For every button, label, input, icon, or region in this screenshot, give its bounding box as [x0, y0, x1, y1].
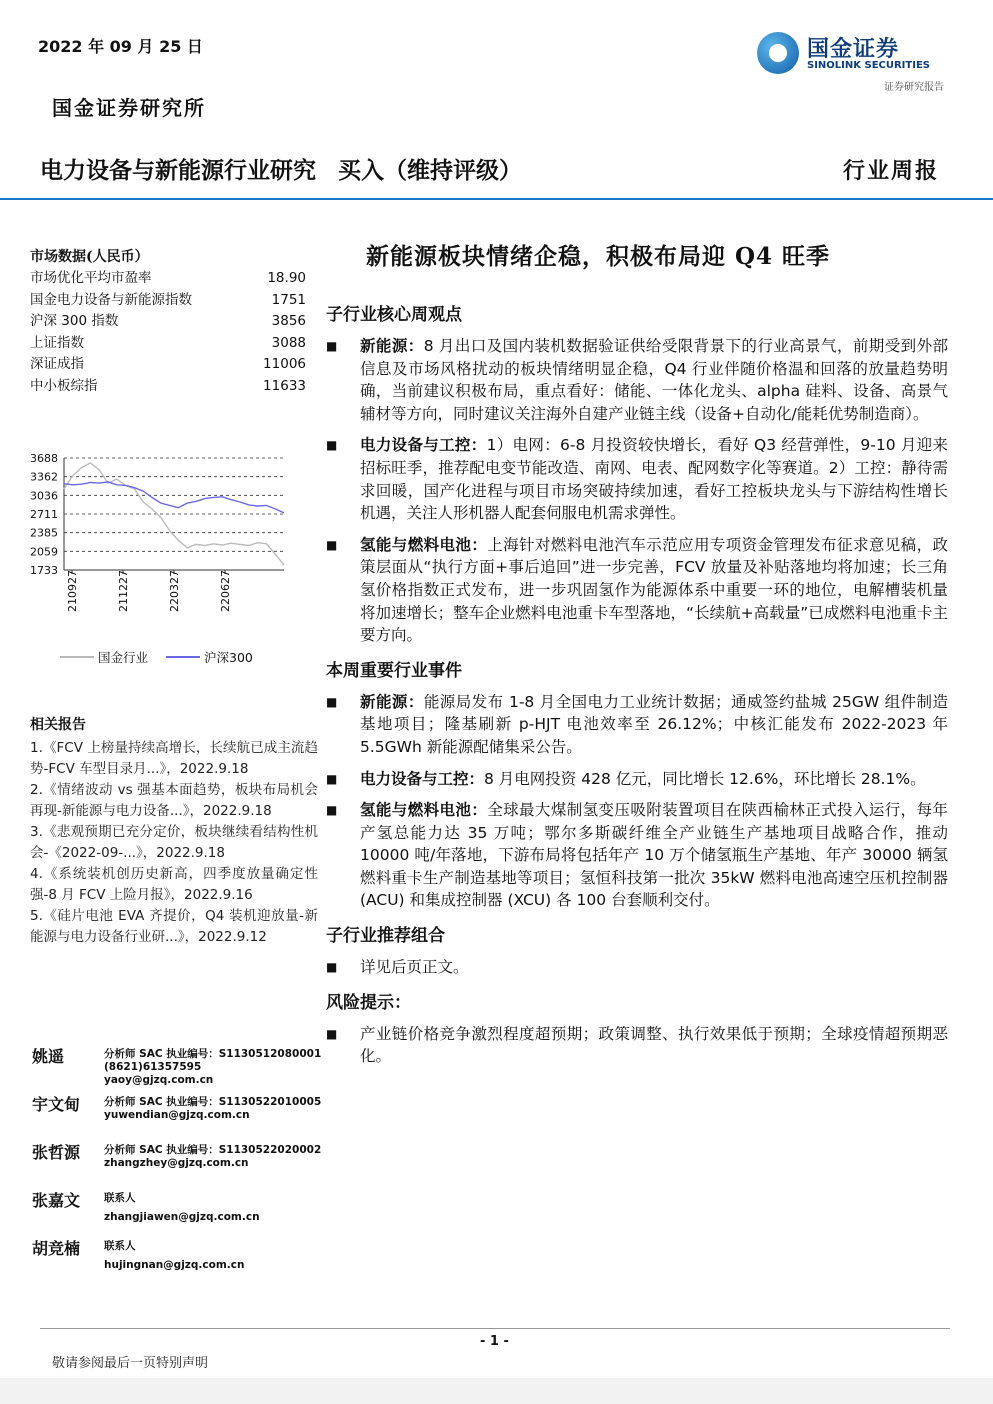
analyst-name: 姚遥 — [32, 1047, 65, 1066]
analyst-name: 张哲源 — [32, 1143, 81, 1162]
analyst-list — [32, 1044, 322, 1284]
bullet-item — [326, 768, 948, 791]
related-item[interactable]: 5.《硅片电池 EVA 齐提价，Q4 装机迎放量-新能源与电力设备行业研...》，2022.9.12 — [30, 908, 318, 945]
y-tick-label: 2711 — [30, 508, 58, 521]
logo-en: SINOLINK SECURITIES — [807, 60, 930, 71]
analyst-email[interactable]: hujingnan@gjzq.com.cn — [104, 1259, 245, 1271]
analyst-name: 宇文甸 — [32, 1095, 81, 1114]
analyst-entry — [32, 1236, 322, 1284]
market-row — [30, 311, 310, 333]
analyst-email[interactable]: yuwendian@gjzq.com.cn — [104, 1109, 250, 1121]
section-heading: 子行业推荐组合 — [326, 926, 445, 947]
bottom-band — [0, 1378, 993, 1404]
analyst-email[interactable]: zhangjiawen@gjzq.com.cn — [104, 1211, 260, 1223]
bullet-item — [326, 956, 948, 979]
market-row — [30, 268, 310, 290]
section-heading: 子行业核心周观点 — [326, 305, 462, 325]
analyst-info — [104, 1096, 321, 1122]
market-value: 18.90 — [267, 270, 306, 286]
legend-item — [166, 648, 253, 666]
bullet-text: 1）电网：6-8 月投资较快增长，看好 Q3 经营弹性，9-10 月迎来招标旺季，推荐配电变节能改造、南网、电表、配网数字化等赛道。2）工控：静待需求回暖，国产化进程与项目市场突破持续加速，看好工控板块龙头与下游结构性增长机遇，关注人形机器人配套伺服电机需求弹性。 — [360, 436, 948, 523]
section-risk — [326, 988, 948, 1068]
legend-label: 国金行业 — [98, 650, 149, 665]
market-value: 3088 — [271, 334, 306, 351]
analyst-line: (8621)61357595 — [104, 1061, 202, 1073]
bullet-label: 电力设备与工控： — [360, 768, 485, 788]
report-title-line — [40, 152, 522, 185]
market-value: 3856 — [271, 313, 306, 329]
index-line-chart — [26, 448, 296, 628]
page-number: - 1 - — [480, 1334, 509, 1349]
analyst-line: 分析师 SAC 执业编号：S1130522020002 — [104, 1144, 322, 1156]
analyst-line: 分析师 SAC 执业编号：S1130512080001 — [104, 1048, 322, 1060]
x-tick-label: 220627 — [219, 570, 232, 612]
bullet-label: 氢能与燃料电池： — [360, 534, 488, 554]
bullet-item — [326, 1023, 948, 1068]
market-label: 中小板综指 — [30, 377, 98, 394]
x-tick-label: 211227 — [117, 570, 130, 612]
report-date: 2022 年 09 月 25 日 — [38, 37, 203, 56]
bullet-item — [326, 799, 948, 912]
report-type: 行业周报 — [842, 158, 939, 184]
industry-title: 电力设备与新能源行业研究 — [40, 158, 316, 184]
x-tick-label: 210927 — [66, 570, 79, 612]
y-tick-label: 3036 — [30, 489, 58, 503]
analyst-entry — [32, 1140, 322, 1188]
section-portfolio — [326, 921, 948, 979]
analyst-entry — [32, 1044, 322, 1092]
main-content — [326, 300, 948, 1077]
market-row — [30, 354, 310, 376]
logo-mark-icon — [757, 32, 799, 74]
x-tick-label: 220327 — [168, 570, 181, 612]
analyst-line: 分析师 SAC 执业编号：S1130522010005 — [104, 1096, 322, 1108]
chart-legend — [60, 648, 253, 666]
analyst-line: 联系人 — [104, 1240, 136, 1252]
market-row — [30, 333, 310, 355]
analyst-info — [104, 1240, 244, 1272]
bullet-text: 8 月电网投资 428 亿元，同比增长 12.6%，环比增长 28.1%。 — [484, 769, 926, 788]
bullet-text: 详见后页正文。 — [360, 958, 469, 977]
analyst-info — [104, 1144, 321, 1170]
section-heading: 风险提示： — [326, 992, 411, 1013]
analyst-email[interactable]: yaoy@gjzq.com.cn — [104, 1074, 214, 1086]
section-core-views — [326, 300, 948, 647]
bullet-item — [326, 335, 948, 425]
related-item[interactable]: 4.《系统装机创历史新高，四季度放量确定性强-8 月 FCV 上险月报》，2022.9.16 — [30, 866, 318, 903]
analyst-info — [104, 1192, 260, 1224]
footer-divider — [40, 1328, 950, 1329]
bullet-text: 能源局发布 1-8 月全国电力工业统计数据；通威签约盐城 25GW 组件制造基地项目；隆基刷新 p-HJT 电池效率至 26.12%；中核汇能发布 2022-2023 年 5.5GWh 新能源配储集采公告。 — [360, 692, 948, 756]
logo-cn: 国金证券 — [807, 37, 900, 62]
y-tick-label: 2059 — [30, 545, 58, 559]
bullet-text: 8 月出口及国内装机数据验证供给受限背景下的行业高景气，前期受到外部信息及市场风格扰动的板块情绪明显企稳，Q4 行业伴随价格温和回落的放量趋势明确，当前建议积极布局，重点看好：储能、一体化龙头、alpha 硅料、设备、高景气辅材等方向，同时建议关注海外自建产业链主线（设备+自动化/能耗优势制造商）。 — [360, 337, 948, 423]
market-value: 1751 — [271, 291, 306, 308]
market-row — [30, 376, 310, 398]
header-divider — [0, 198, 993, 200]
series-line-hs300 — [64, 482, 284, 513]
y-tick-label: 1733 — [30, 564, 58, 577]
legend-swatch-industry — [60, 656, 94, 658]
analyst-name: 胡竞楠 — [32, 1239, 81, 1258]
y-tick-label: 3688 — [30, 452, 58, 465]
market-label: 国金电力设备与新能源指数 — [30, 291, 192, 308]
market-data-panel — [30, 246, 310, 397]
institute-name: 国金证券研究所 — [52, 96, 206, 120]
market-data-heading: 市场数据(人民币） — [30, 249, 149, 265]
related-list — [30, 738, 318, 948]
bullet-label: 新能源： — [360, 336, 424, 355]
bullet-item — [326, 691, 948, 759]
related-item[interactable]: 1.《FCV 上榜量持续高增长，长续航已成主流趋势-FCV 车型目录月...》，2022.9.18 — [30, 740, 318, 777]
market-data-table — [30, 268, 310, 397]
section-weekly-events — [326, 656, 948, 912]
bullet-label: 新能源： — [360, 691, 424, 711]
bullet-item — [326, 434, 948, 524]
related-item[interactable]: 3.《悲观预期已充分定价，板块继续看结构性机会-《2022-09-...》，2022.9.18 — [30, 824, 318, 861]
section-heading: 本周重要行业事件 — [326, 660, 462, 681]
company-logo — [757, 30, 947, 80]
legend-label: 沪深300 — [204, 650, 253, 665]
related-item[interactable]: 2.《情绪波动 vs 强基本面趋势，板块布局机会再现-新能源与电力设备...》，2022.9.18 — [30, 782, 318, 819]
disclaimer-note: 敬请参阅最后一页特别声明 — [52, 1356, 209, 1371]
related-heading: 相关报告 — [30, 717, 86, 733]
bullet-text: 上海针对燃料电池汽车示范应用专项资金管理发布征求意见稿，政策层面从“执行方面+事后追回”进一步完善，FCV 放量及补贴落地均将加速；长三角氢价格指数正式发布，进一步巩固氢作为能源体系中重要一环的地位，电解槽装机量将加速增长；整车企业燃料电池重卡车型落地，“长续航+高载量”已成燃料电池重卡主要方向。 — [360, 535, 948, 645]
analyst-name: 张嘉文 — [32, 1191, 81, 1210]
legend-item — [60, 648, 148, 666]
legend-swatch-hs300 — [166, 656, 200, 658]
bullet-item — [326, 534, 948, 647]
analyst-info — [104, 1048, 321, 1087]
y-tick-label: 3362 — [30, 470, 58, 484]
main-title: 新能源板块情绪企稳，积极布局迎 Q4 旺季 — [366, 243, 831, 270]
market-label: 上证指数 — [30, 334, 84, 351]
analyst-line: 联系人 — [104, 1192, 136, 1204]
bullet-text: 产业链价格竞争激烈程度超预期；政策调整、执行效果低于预期；全球疫情超预期恶化。 — [360, 1024, 948, 1066]
analyst-email[interactable]: zhangzhey@gjzq.com.cn — [104, 1157, 249, 1169]
market-label: 沪深 300 指数 — [30, 313, 119, 329]
bullet-label: 氢能与燃料电池： — [360, 800, 488, 820]
analyst-entry — [32, 1188, 322, 1236]
market-value: 11006 — [263, 356, 306, 372]
y-tick-label: 2385 — [30, 526, 58, 540]
bullet-text: 全球最大煤制氢变压吸附装置项目在陕西榆林正式投入运行，每年产氢总能力达 35 万吨；鄂尔多斯碳纤维全产业链生产基地项目战略合作，推动 10000 吨/年落地，下游布局将包括年产 10 万个储氢瓶生产基地、年产 30000 辆氢燃料重卡生产制造基地等项目；氢恒科技第一批次 35kW 燃料电池高速空压机控制器 (ACU) 和集成控制器 (XCU) 各 100 台套顺利交付。 — [360, 801, 948, 910]
market-value: 11633 — [263, 377, 306, 394]
logo-subtitle: 证券研究报告 — [884, 82, 944, 93]
bullet-label: 电力设备与工控： — [360, 435, 487, 455]
market-label: 市场优化平均市盈率 — [30, 270, 152, 286]
market-row — [30, 290, 310, 312]
market-label: 深证成指 — [30, 356, 84, 372]
related-reports — [30, 714, 318, 948]
rating-badge: 买入（维持评级） — [338, 158, 522, 184]
analyst-entry — [32, 1092, 322, 1140]
